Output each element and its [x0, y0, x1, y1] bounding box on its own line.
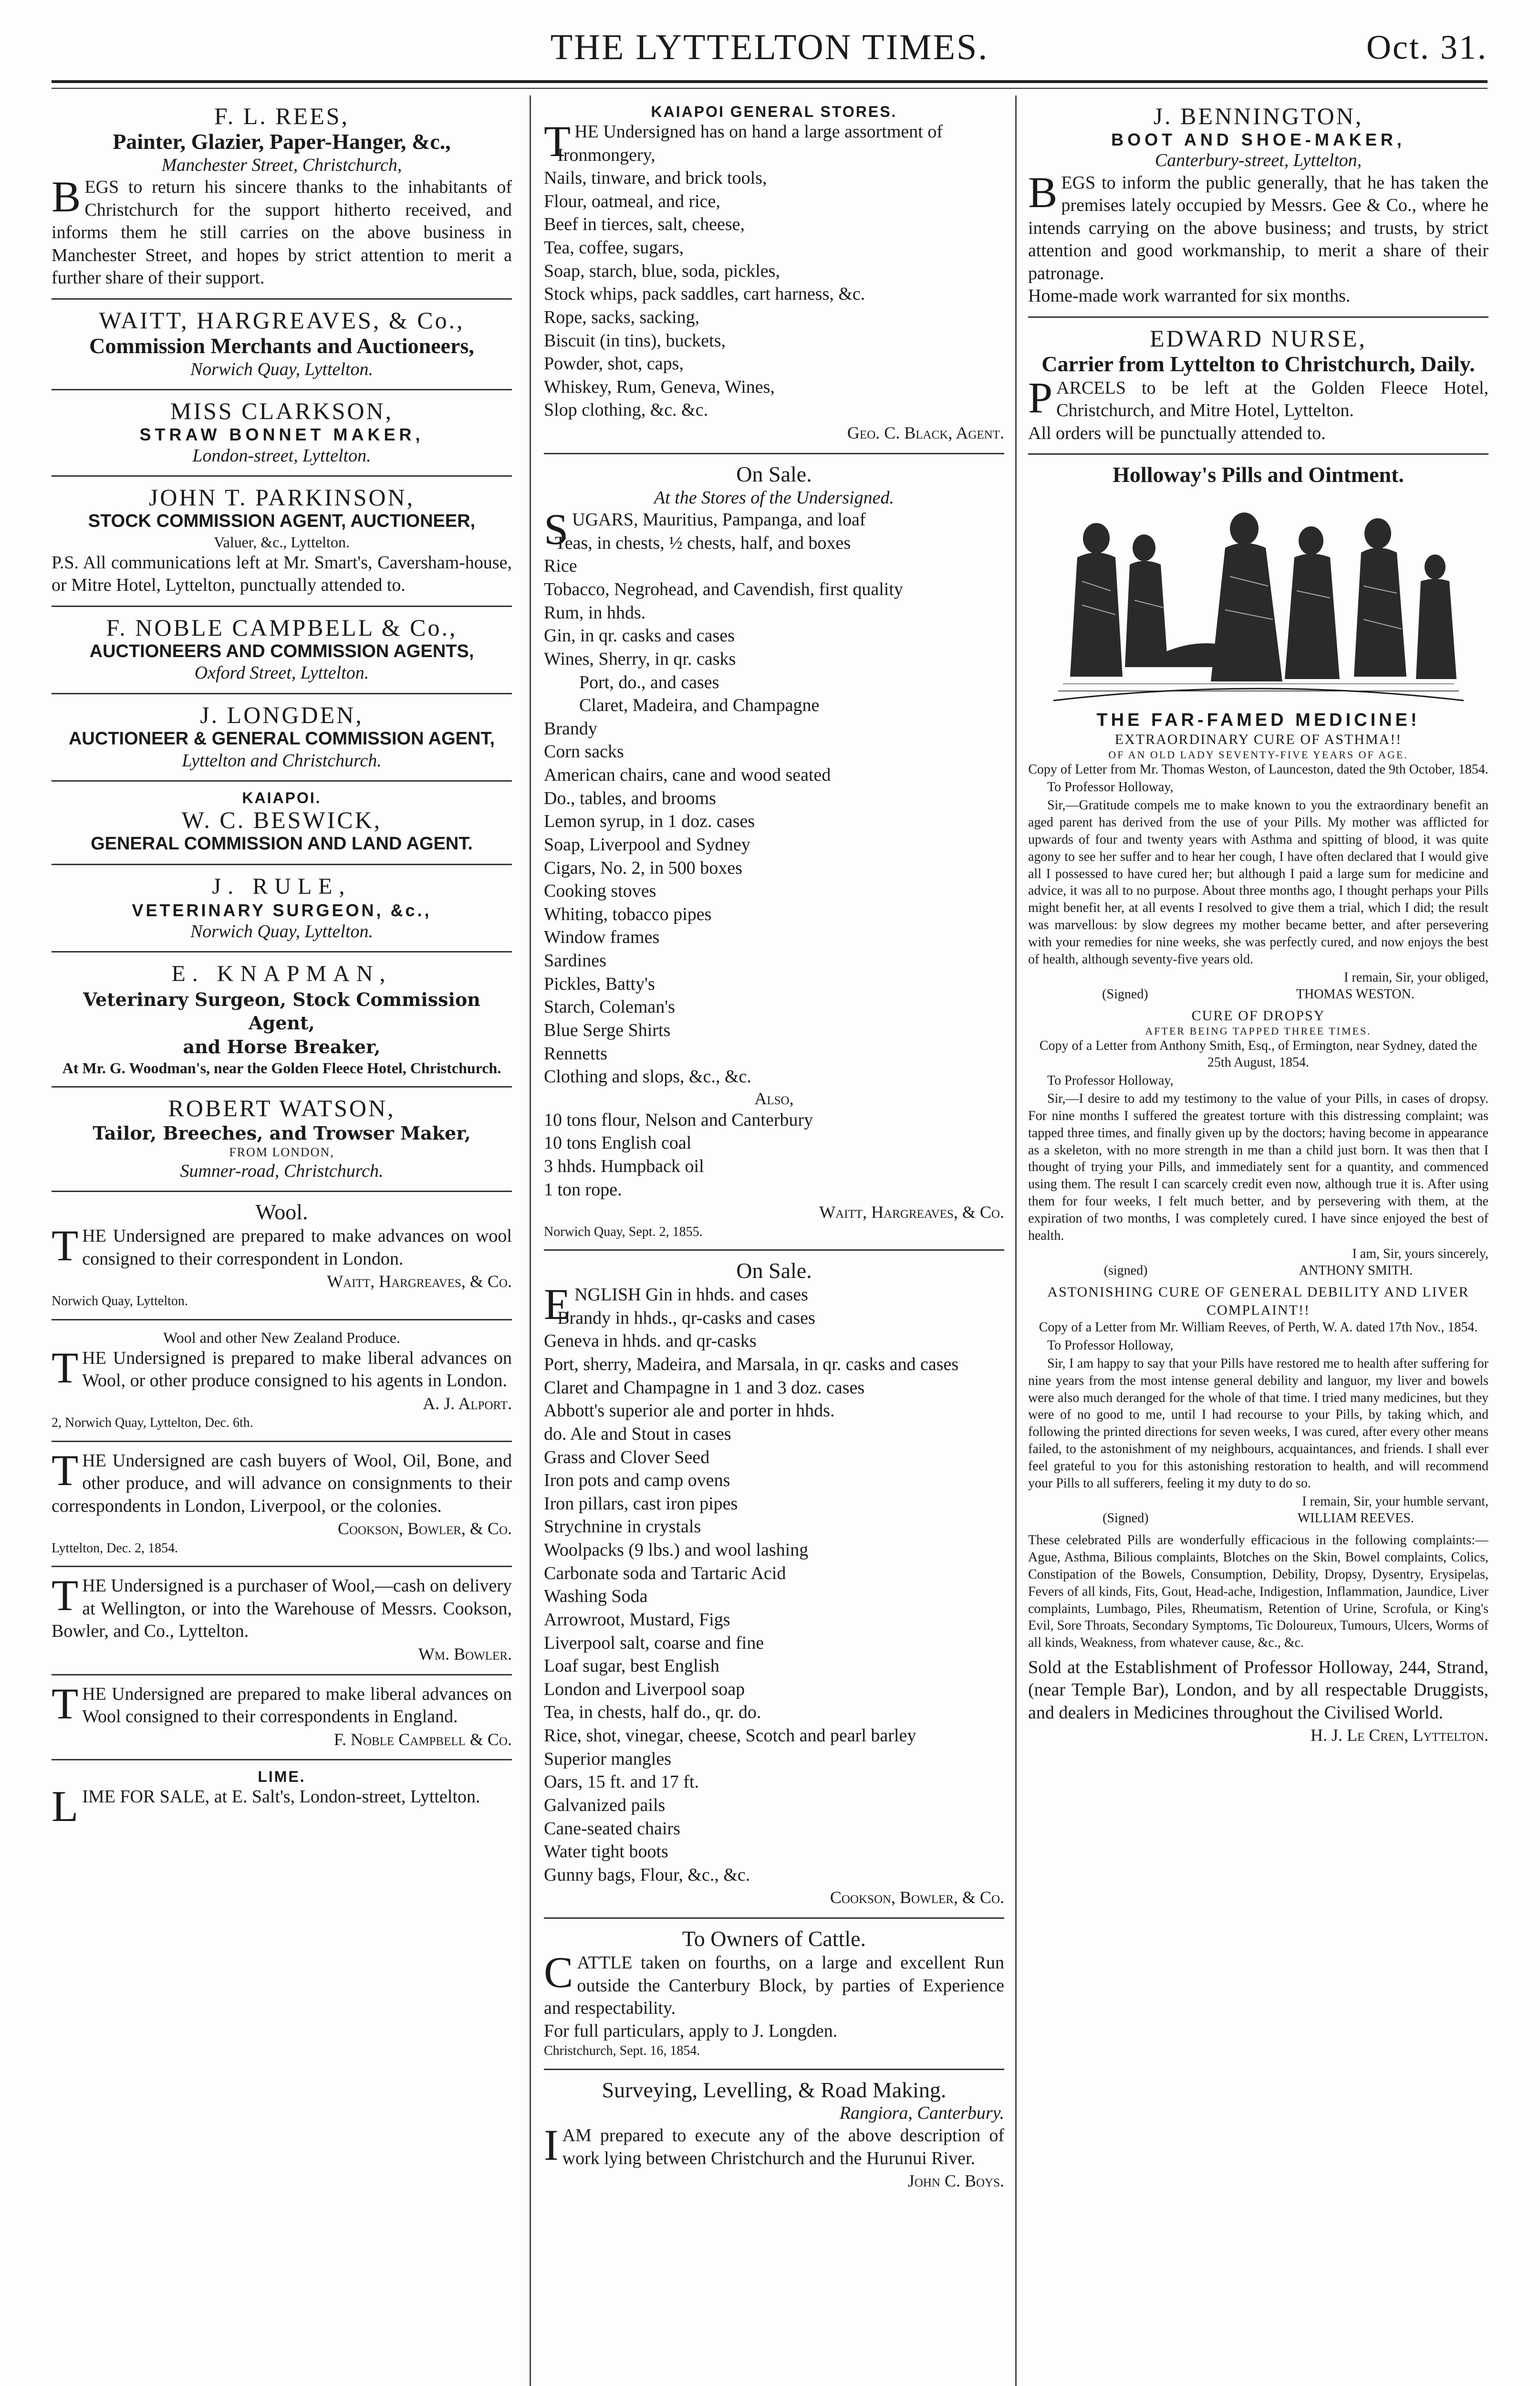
newspaper-title: THE LYTTELTON TIMES.: [550, 27, 989, 67]
list-item: Port, do., and cases: [579, 672, 719, 692]
ad-alport: [52, 1320, 512, 1442]
list-item: Strychnine in crystals: [544, 1517, 701, 1537]
testimonial-source: Copy of Letter from Mr. Thomas Weston, of Launceston, dated the 9th October, 1854.: [1028, 762, 1488, 777]
ad-trade: Painter, Glazier, Paper-Hanger, &c.,: [113, 129, 451, 154]
list-item: London and Liverpool soap: [544, 1679, 745, 1699]
list-item: Rennetts: [544, 1043, 607, 1064]
list-item: Carbonate soda and Tartaric Acid: [544, 1563, 786, 1583]
masthead: [52, 25, 1488, 77]
ad-trade: VETERINARY SURGEON, &c.,: [132, 900, 432, 921]
ad-name: EDWARD NURSE,: [1150, 324, 1367, 352]
ad-name: J. LONGDEN,: [200, 701, 364, 729]
ad-note: Home-made work warranted for six months.: [1028, 286, 1351, 306]
testimonial-signed: (Signed): [1103, 1511, 1149, 1526]
ad-surveying: [544, 2070, 1004, 2201]
testimonial-source: Copy of a Letter from Anthony Smith, Esq., of Ermington, near Sydney, dated the 25th August, 1854.: [1039, 1038, 1478, 1070]
drop-cap: B: [1028, 167, 1058, 217]
engraving-illustration: [1044, 495, 1473, 705]
ad-on-sale-cookson: [544, 1251, 1004, 1919]
drop-cap: T: [52, 1679, 79, 1728]
ad-bowler: [52, 1567, 512, 1675]
item-list: [544, 1307, 1004, 1887]
list-item: Cooking stoves: [544, 881, 656, 901]
list-item: Nails, tinware, and brick tools,: [544, 168, 767, 188]
ad-heading: Wool.: [255, 1200, 308, 1224]
ad-heading: Holloway's Pills and Ointment.: [1113, 462, 1404, 487]
list-item: Gin, in qr. casks and cases: [544, 626, 735, 646]
list-item: Whiting, tobacco pipes: [544, 904, 712, 924]
ad-signature: A. J. Alport.: [423, 1393, 512, 1413]
ad-heading: Surveying, Levelling, & Road Making.: [602, 2077, 947, 2102]
list-item: Oars, 15 ft. and 17 ft.: [544, 1772, 699, 1792]
ad-holloway: [1028, 455, 1488, 1755]
list-item: Loaf sugar, best English: [544, 1656, 719, 1676]
list-item: do. Ale and Stout in cases: [544, 1423, 731, 1444]
ad-address: At Mr. G. Woodman's, near the Golden Fleece Hotel, Christchurch.: [62, 1059, 501, 1077]
column-2: [544, 95, 1004, 2386]
drop-cap: S: [544, 505, 569, 554]
ad-dateline: Norwich Quay, Lyttelton.: [52, 1294, 188, 1309]
ad-trade: and Horse Breaker,: [183, 1036, 381, 1057]
ad-trade: STRAW BONNET MAKER,: [139, 425, 424, 445]
ad-trade: BOOT AND SHOE-MAKER,: [1111, 130, 1405, 149]
list-item: 1 ton rope.: [544, 1179, 622, 1200]
ad-address: Lyttelton and Christchurch.: [182, 750, 382, 771]
ad-place: KAIAPOI.: [242, 789, 322, 807]
list-item: Rum, in hhds.: [544, 602, 646, 623]
ad-campbell-wool: [52, 1675, 512, 1761]
ad-body: HE Undersigned are prepared to make liberal advances on Wool consigned to their correspondents in England.: [82, 1684, 512, 1727]
ad-cattle: [544, 1919, 1004, 2070]
ad-bennington: [1028, 95, 1488, 318]
list-item: Stock whips, pack saddles, cart harness, &c.: [544, 284, 865, 304]
ad-heading: On Sale.: [736, 1258, 812, 1283]
list-item: Biscuit (in tins), buckets,: [544, 330, 726, 351]
list-item: Geneva in hhds. and qr-casks: [544, 1331, 757, 1351]
testimonial-body: Sir, I am happy to say that your Pills have restored me to health after suffering for nine years from the most intense general debility and languor, my liver and bowels were also much deranged for the whole of that time. I tried many medicines, but they were of no good to me, until I had recourse to your Pills, by taking which, and following the printed directions for seven weeks, I was cured, after every other means failed, to the astonishment of my neighbours, acquaintances, and friends. I shall ever feel grateful to you for this astonishing restoration to health, and will recommend your Pills to all sufferers, feeling it my duty to do so.: [1028, 1356, 1488, 1491]
list-item: Cane-seated chairs: [544, 1818, 680, 1839]
list-item: Cigars, No. 2, in 500 boxes: [544, 858, 742, 878]
ad-longden: [52, 694, 512, 782]
ad-signature: Cookson, Bowler, & Co.: [830, 1888, 1004, 1907]
ad-name: WAITT, HARGREAVES, & Co.,: [99, 306, 465, 334]
testimonial-closing: I remain, Sir, your humble servant,: [1302, 1494, 1488, 1509]
list-item: Water tight boots: [544, 1842, 668, 1862]
list-item: Claret and Champagne in 1 and 3 doz. cases: [544, 1377, 865, 1398]
complaints-list: These celebrated Pills are wonderfully efficacious in the following complaints:— Ague, Asthma, Bilious complaints, Blotches on the Skin, Bowel complaints, Colics, Constipation of the Bowels, Consumption, Debility, Dropsy, Dysentry, Erysipelas, Fevers of all kinds, Fits, Gout, Head-ache, Indigestion, Inflammation, Jaundice, Liver complaints, Lumbago, Piles, Rheumatism, Retention of Urine, Scrofula, or King's Evil, Sore Throats, Secondary Symptoms, Tic Doloureux, Tumours, Ulcers, Worms of all kinds, Weakness, from whatever cause, &c., &c.: [1028, 1533, 1488, 1651]
ad-trade: STOCK COMMISSION AGENT, AUCTIONEER,: [88, 511, 476, 532]
testimonial-signed: (signed): [1103, 1263, 1148, 1278]
ad-body: HE Undersigned are prepared to make advances on wool consigned to their correspondent in London.: [82, 1226, 512, 1269]
drop-cap: L: [52, 1782, 79, 1831]
list-item: Claret, Madeira, and Champagne: [579, 695, 820, 716]
ad-body: AM prepared to execute any of the above description of work lying between Christchurch and the Hurunui River.: [562, 2125, 1004, 2168]
drop-cap: T: [52, 1571, 79, 1620]
drop-cap: T: [52, 1343, 79, 1392]
sold-at: Sold at the Establishment of Professor Holloway, 244, Strand, (near Temple Bar), London, and by all respectable Druggists, and dealers in Medicines throughout the Civilised World.: [1028, 1657, 1488, 1723]
list-item: Gunny bags, Flour, &c., &c.: [544, 1864, 750, 1885]
list-item: Slop clothing, &c. &c.: [544, 400, 708, 420]
ad-sub: Valuer, &c., Lyttelton.: [214, 533, 350, 551]
ad-body: P.S. All communications left at Mr. Smart's, Caversham-house, or Mitre Hotel, Lyttelton, punctually attended to.: [52, 552, 512, 596]
drop-cap: B: [52, 172, 81, 221]
ad-clarkson: [52, 390, 512, 477]
ad-body: For full particulars, apply to J. Longden.: [544, 2020, 838, 2041]
ad-body: IME FOR SALE, at E. Salt's, London-street, Lyttelton.: [82, 1787, 480, 1807]
list-item: Whiskey, Rum, Geneva, Wines,: [544, 377, 775, 397]
ad-signature: Geo. C. Black, Agent.: [847, 423, 1004, 442]
list-item: Tea, coffee, sugars,: [544, 238, 684, 258]
ad-intro: HE Undersigned has on hand a large assortment of: [574, 122, 943, 142]
list-item: Corn sacks: [544, 742, 624, 762]
list-item: Grass and Clover Seed: [544, 1447, 710, 1467]
list-item: Blue Serge Shirts: [544, 1020, 671, 1040]
ad-waitt: [52, 300, 512, 390]
testimonial-closing: I am, Sir, yours sincerely,: [1352, 1246, 1488, 1261]
list-item: Tea, in chests, half do., qr. do.: [544, 1702, 761, 1723]
list-item: Beef in tierces, salt, cheese,: [544, 214, 745, 235]
drop-cap: C: [544, 1948, 573, 1997]
list-item: Iron pots and camp ovens: [544, 1470, 730, 1491]
ad-trade: GENERAL COMMISSION AND LAND AGENT.: [91, 834, 473, 854]
ad-lime: [52, 1760, 512, 1831]
ad-body: ATTLE taken on fourths, on a large and excellent Run outside the Canterbury Block, by parties of Experience and respectability.: [544, 1953, 1004, 2019]
ad-address: Norwich Quay, Lyttelton.: [190, 921, 374, 942]
list-item: Powder, shot, caps,: [544, 354, 684, 374]
list-item: 10 tons English coal: [544, 1133, 692, 1153]
issue-date: Oct. 31.: [1366, 28, 1488, 66]
ad-intro: NGLISH Gin in hhds. and cases: [574, 1285, 808, 1305]
ad-signature: Waitt, Hargreaves, & Co.: [327, 1272, 512, 1291]
list-item: Soap, Liverpool and Sydney: [544, 834, 750, 855]
ad-rees: [52, 95, 512, 300]
testimonial-salutation: To Professor Holloway,: [1047, 780, 1174, 795]
ad-address: Oxford Street, Lyttelton.: [194, 663, 369, 683]
list-item: Superior mangles: [544, 1748, 672, 1769]
list-item: Pickles, Batty's: [544, 973, 655, 994]
ad-body: EGS to inform the public generally, that he has taken the premises lately occupied by Messrs. Gee & Co., where he intends carrying on the above business; and trusts, by strict attention and good workmanship, to merit a share of their patronage.: [1028, 172, 1488, 283]
testimonial-signer: ANTHONY SMITH.: [1299, 1263, 1413, 1278]
ad-nurse: [1028, 318, 1488, 455]
ad-from: FROM LONDON,: [229, 1145, 334, 1160]
ad-body: HE Undersigned is prepared to make liberal advances on Wool, or other produce consigned to his agents in London.: [82, 1348, 512, 1391]
list-item: Window frames: [544, 927, 660, 948]
masthead-rule: [52, 80, 1488, 89]
ad-watson: [52, 1088, 512, 1192]
testimonial-heading: ASTONISHING CURE OF GENERAL DEBILITY AND LIVER COMPLAINT!!: [1047, 1284, 1469, 1318]
ad-heading: To Owners of Cattle.: [682, 1926, 866, 1951]
ad-body: ARCELS to be left at the Golden Fleece Hotel, Christchurch, and Mitre Hotel, Lyttelton.: [1056, 377, 1488, 421]
ad-heading: Wool and other New Zealand Produce.: [163, 1329, 400, 1346]
ad-trade: Commission Merchants and Auctioneers,: [89, 333, 474, 358]
ad-name: W. C. BESWICK,: [181, 806, 382, 834]
ad-knapman: [52, 952, 512, 1088]
list-item: Washing Soda: [544, 1586, 648, 1607]
list-item: Rice, shot, vinegar, cheese, Scotch and pearl barley: [544, 1726, 916, 1746]
list-item: Abbott's superior ale and porter in hhds.: [544, 1401, 835, 1421]
ad-trade: Tailor, Breeches, and Trowser Maker,: [93, 1122, 471, 1144]
ad-name: F. NOBLE CAMPBELL & Co.,: [106, 614, 458, 641]
list-item: Brandy in hhds., qr-casks and cases: [557, 1308, 815, 1328]
testimonial-heading: CURE OF DROPSY: [1191, 1008, 1325, 1024]
testimonial-subheading: OF AN OLD LADY SEVENTY-FIVE YEARS OF AGE.: [1108, 748, 1408, 761]
ad-address: London-street, Lyttelton.: [192, 445, 371, 466]
testimonial-source: Copy of a Letter from Mr. William Reeves, of Perth, W. A. dated 17th Nov., 1854.: [1039, 1320, 1478, 1335]
ad-name: ROBERT WATSON,: [168, 1094, 395, 1121]
ad-address: Canterbury-street, Lyttelton,: [1155, 150, 1362, 171]
ad-dateline: Lyttelton, Dec. 2, 1854.: [52, 1541, 178, 1556]
list-item: Lemon syrup, in 1 doz. cases: [544, 811, 755, 832]
ad-name: J. BENNINGTON,: [1153, 103, 1363, 129]
drop-cap: T: [52, 1445, 79, 1495]
ad-beswick: [52, 782, 512, 865]
item-list: [544, 717, 1004, 1088]
local-agent: H. J. Le Cren, Lyttelton.: [1310, 1726, 1488, 1745]
list-item: Arrowroot, Mustard, Figs: [544, 1609, 730, 1630]
ad-on-sale-waitt: [544, 454, 1004, 1251]
ad-trade: AUCTIONEERS AND COMMISSION AGENTS,: [89, 641, 474, 661]
list-item: American chairs, cane and wood seated: [544, 765, 831, 785]
ad-heading: LIME.: [258, 1768, 306, 1786]
ad-name: MISS CLARKSON,: [170, 398, 394, 425]
item-list: [544, 144, 1004, 422]
ad-signature: Waitt, Hargreaves, & Co.: [819, 1203, 1004, 1222]
ad-trade: Veterinary Surgeon, Stock Commission Agent,: [83, 988, 480, 1034]
drop-cap: I: [544, 2121, 559, 2170]
list-item: Starch, Coleman's: [544, 997, 675, 1017]
drop-cap: E: [544, 1280, 571, 1329]
ad-place: Rangiora, Canterbury.: [839, 2103, 1004, 2124]
ad-address: Sumner-road, Christchurch.: [180, 1161, 384, 1181]
ad-trade: AUCTIONEER & GENERAL COMMISSION AGENT,: [68, 729, 495, 749]
ad-dateline: 2, Norwich Quay, Lyttelton, Dec. 6th.: [52, 1415, 253, 1431]
ad-name: E. KNAPMAN,: [171, 961, 392, 987]
ad-note: All orders will be punctually attended to.: [1028, 423, 1326, 443]
list-item: Rice: [544, 556, 577, 576]
ad-trade: Carrier from Lyttelton to Christchurch, Daily.: [1041, 351, 1475, 376]
testimonial-signer: THOMAS WESTON.: [1296, 987, 1415, 1002]
drop-cap: P: [1028, 373, 1053, 422]
list-item: Rope, sacks, sacking,: [544, 307, 700, 327]
testimonial-salutation: To Professor Holloway,: [1047, 1073, 1174, 1088]
ad-subheading: At the Stores of the Undersigned.: [654, 487, 895, 508]
column-3: [1028, 95, 1488, 2386]
ad-rule: [52, 865, 512, 952]
testimonial-closing: I remain, Sir, your obliged,: [1344, 970, 1488, 985]
list-item: Galvanized pails: [544, 1795, 666, 1815]
list-item: 3 hhds. Humpback oil: [544, 1156, 704, 1177]
item-list: [544, 532, 1004, 671]
list-item: Sardines: [544, 951, 606, 971]
column-divider: [1015, 95, 1017, 2386]
list-item: Teas, in chests, ½ chests, half, and boxes: [555, 533, 851, 553]
list-item: Iron pillars, cast iron pipes: [544, 1493, 738, 1514]
list-item: Flour, oatmeal, and rice,: [544, 191, 720, 211]
item-list: [544, 1109, 1004, 1202]
ad-parkinson: [52, 477, 512, 607]
testimonial-body: Sir,—I desire to add my testimony to the value of your Pills, in cases of dropsy. For nine months I suffered the greatest torture with this distressing complaint; was tapped three times, and finally given up by the doctors; having become in appearance as a skeleton, with no more strength in me than a child just born. It was then that I thought of trying your Pills, and immediately sent for a quantity, and commenced using them. The result I can scarcely credit even now, although true it is. After using them for four weeks, I felt much better, and by persevering with them, at the expiration of two months, I was completely cured. I have since enjoyed the best of health.: [1028, 1091, 1488, 1243]
list-item: Do., tables, and brooms: [544, 788, 716, 808]
column-1: [52, 95, 512, 2386]
ad-dateline: Norwich Quay, Sept. 2, 1855.: [544, 1224, 703, 1240]
ad-signature: Cookson, Bowler, & Co.: [337, 1519, 512, 1538]
testimonial-heading: EXTRAORDINARY CURE OF ASTHMA!!: [1114, 732, 1402, 748]
ad-signature: F. Noble Campbell & Co.: [333, 1729, 512, 1749]
ad-name: JOHN T. PARKINSON,: [148, 484, 415, 511]
holloway-slogan: THE FAR-FAMED MEDICINE!: [1096, 710, 1420, 731]
ad-address: Manchester Street, Christchurch,: [161, 155, 402, 175]
ad-intro: UGARS, Mauritius, Pampanga, and loaf: [572, 510, 866, 530]
ad-body: HE Undersigned is a purchaser of Wool,—cash on delivery at Wellington, or into the Warehouse of Messrs. Cookson, Bowler, and Co., Lyttelton.: [52, 1576, 512, 1642]
list-item: 10 tons flour, Nelson and Canterbury: [544, 1109, 813, 1130]
testimonial-salutation: To Professor Holloway,: [1047, 1338, 1174, 1353]
column-divider: [530, 95, 531, 2386]
ad-body: HE Undersigned are cash buyers of Wool, Oil, Bone, and other produce, and will advance on consignments to their correspondents in London, Liverpool, or the colonies.: [52, 1450, 512, 1516]
ad-heading: On Sale.: [736, 461, 812, 486]
item-list: [544, 671, 1004, 717]
ad-wool: [52, 1192, 512, 1320]
drop-cap: T: [544, 117, 571, 166]
ad-also: Also,: [754, 1088, 794, 1108]
testimonial-body: Sir,—Gratitude compels me to make known to you the extraordinary benefit an aged parent has derived from the use of your Pills. My mother was afflicted for upwards of four and twenty years with Asthma and spitting of blood, it was quite agony to see her suffer and to hear her cough, I have often declared that I would give all I possessed to have cured her; but although I paid a large sum for medicine and advice, it was all to no purpose. About three months ago, I thought perhaps your Pills might benefit her, at all events I resolved to give them a trial, which I did; the result was marvellous: by slow degrees my mother became better, and after persevering with your remedies for nine weeks, she was perfectly cured, and now enjoys the best of health, although seventy-five years old.: [1028, 798, 1488, 967]
ad-cookson: [52, 1442, 512, 1568]
list-item: Port, sherry, Madeira, and Marsala, in qr. casks and cases: [544, 1354, 959, 1375]
list-item: Ironmongery,: [557, 145, 656, 165]
testimonial-signed: (Signed): [1102, 987, 1148, 1002]
list-item: Clothing and slops, &c., &c.: [544, 1067, 751, 1087]
testimonial-subheading: AFTER BEING TAPPED THREE TIMES.: [1145, 1025, 1372, 1037]
list-item: Tobacco, Negrohead, and Cavendish, first quality: [544, 579, 903, 600]
ad-kaiapoi-stores: [544, 95, 1004, 454]
ad-dateline: Christchurch, Sept. 16, 1854.: [544, 2043, 700, 2059]
testimonial-signer: WILLIAM REEVES.: [1297, 1511, 1414, 1526]
ad-signature: Wm. Bowler.: [418, 1644, 512, 1664]
list-item: Liverpool salt, coarse and fine: [544, 1633, 764, 1653]
ad-signature: John C. Boys.: [907, 2171, 1004, 2191]
ad-address: Norwich Quay, Lyttelton.: [190, 359, 374, 379]
list-item: Brandy: [544, 718, 597, 739]
list-item: Wines, Sherry, in qr. casks: [544, 649, 736, 669]
ad-name: F. L. REES,: [214, 103, 350, 129]
ad-body: EGS to return his sincere thanks to the inhabitants of Christchurch for the support hitherto received, and informs them he still carries on the above business in Manchester Street, and hopes by strict attention to merit a further share of their support.: [52, 177, 512, 288]
drop-cap: T: [52, 1221, 79, 1270]
ad-heading: KAIAPOI GENERAL STORES.: [651, 103, 897, 120]
list-item: Soap, starch, blue, soda, pickles,: [544, 261, 780, 281]
ad-name: J. RULE,: [212, 873, 352, 899]
ad-campbell: [52, 607, 512, 694]
list-item: Woolpacks (9 lbs.) and wool lashing: [544, 1540, 809, 1560]
